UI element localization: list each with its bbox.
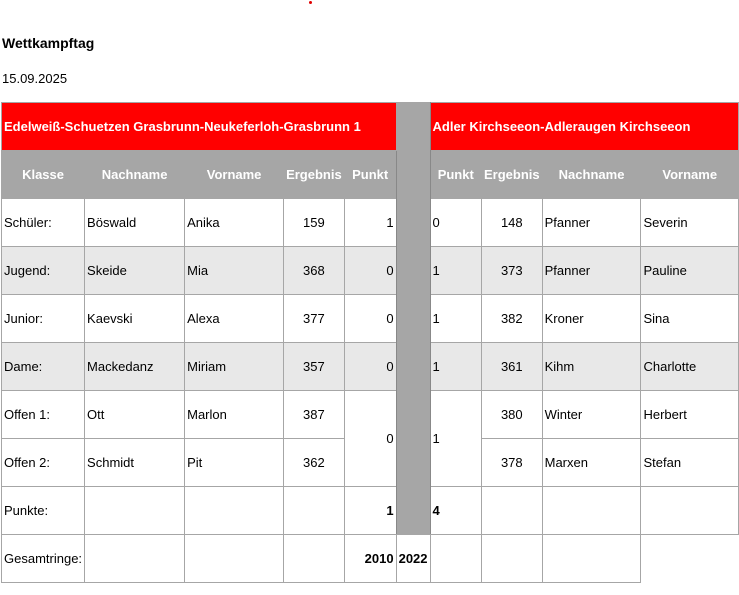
empty-cell [284,535,345,583]
header-home-nachname: Nachname [85,151,185,199]
punkte-row [2,487,739,535]
home-nachname: Böswald [85,199,185,247]
row-klasse: Offen 2: [2,439,85,487]
empty-cell [430,535,481,583]
column-separator [396,103,430,535]
away-vorname: Stefan [641,439,739,487]
away-nachname: Kihm [542,343,641,391]
row-klasse: Dame: [2,343,85,391]
empty-cell [85,535,185,583]
away-nachname: Pfanner [542,199,641,247]
away-ergebnis: 361 [481,343,542,391]
home-vorname: Mia [185,247,284,295]
table-row [2,199,739,247]
away-vorname: Sina [641,295,739,343]
home-ringe-total: 2010 [344,535,396,583]
gesamtringe-label: Gesamtringe: [2,535,85,583]
empty-cell [542,487,641,535]
row-klasse: Junior: [2,295,85,343]
away-ergebnis: 148 [481,199,542,247]
away-nachname: Kroner [542,295,641,343]
away-vorname: Charlotte [641,343,739,391]
table-row [2,391,739,439]
empty-cell [641,487,739,535]
away-vorname: Severin [641,199,739,247]
away-punkt: 1 [430,295,481,343]
away-punkt-offen: 1 [430,391,481,487]
empty-cell [542,535,641,583]
punkte-label: Punkte: [2,487,85,535]
away-ringe-total: 2022 [396,535,430,583]
home-team-name: Edelweiß-Schuetzen Grasbrunn-Neukeferloh-Grasbrunn 1 [2,103,397,151]
away-vorname: Herbert [641,391,739,439]
home-ergebnis: 362 [284,439,345,487]
header-klasse: Klasse [2,151,85,199]
empty-cell [185,535,284,583]
row-klasse: Offen 1: [2,391,85,439]
table-row [2,343,739,391]
home-punkt: 1 [344,199,396,247]
home-nachname: Skeide [85,247,185,295]
away-ergebnis: 378 [481,439,542,487]
away-ergebnis: 382 [481,295,542,343]
empty-cell [481,535,542,583]
header-away-ergebnis: Ergebnis [481,151,542,199]
home-vorname: Anika [185,199,284,247]
away-punkt: 1 [430,343,481,391]
home-vorname: Alexa [185,295,284,343]
empty-cell [284,487,345,535]
row-klasse: Schüler: [2,199,85,247]
away-team-name: Adler Kirchseeon-Adleraugen Kirchseeon [430,103,738,151]
empty-cell [481,487,542,535]
home-nachname: Mackedanz [85,343,185,391]
home-ergebnis: 377 [284,295,345,343]
home-nachname: Ott [85,391,185,439]
away-nachname: Marxen [542,439,641,487]
header-away-vorname: Vorname [641,151,739,199]
event-date: 15.09.2025 [2,71,68,86]
results-table [1,102,739,583]
gesamtringe-row [2,535,739,583]
red-dot-marker [309,1,312,4]
home-ergebnis: 159 [284,199,345,247]
table-row [2,295,739,343]
home-ergebnis: 387 [284,391,345,439]
empty-cell [185,487,284,535]
header-home-vorname: Vorname [185,151,284,199]
home-nachname: Kaevski [85,295,185,343]
home-ergebnis: 368 [284,247,345,295]
home-ergebnis: 357 [284,343,345,391]
away-ergebnis: 373 [481,247,542,295]
home-vorname: Pit [185,439,284,487]
away-punkte-total: 4 [430,487,481,535]
away-nachname: Winter [542,391,641,439]
home-nachname: Schmidt [85,439,185,487]
away-punkt: 1 [430,247,481,295]
home-punkte-total: 1 [344,487,396,535]
empty-cell [85,487,185,535]
away-punkt: 0 [430,199,481,247]
column-header-row [2,151,739,199]
home-punkt-offen: 0 [344,391,396,487]
header-away-punkt: Punkt [430,151,481,199]
away-ergebnis: 380 [481,391,542,439]
header-home-punkt: Punkt [344,151,396,199]
home-vorname: Miriam [185,343,284,391]
header-home-ergebnis: Ergebnis [284,151,345,199]
team-header-row [2,103,739,151]
page-title: Wettkampftag [2,35,95,51]
away-vorname: Pauline [641,247,739,295]
header-away-nachname: Nachname [542,151,641,199]
home-punkt: 0 [344,247,396,295]
row-klasse: Jugend: [2,247,85,295]
home-punkt: 0 [344,343,396,391]
away-nachname: Pfanner [542,247,641,295]
table-row [2,247,739,295]
home-punkt: 0 [344,295,396,343]
home-vorname: Marlon [185,391,284,439]
